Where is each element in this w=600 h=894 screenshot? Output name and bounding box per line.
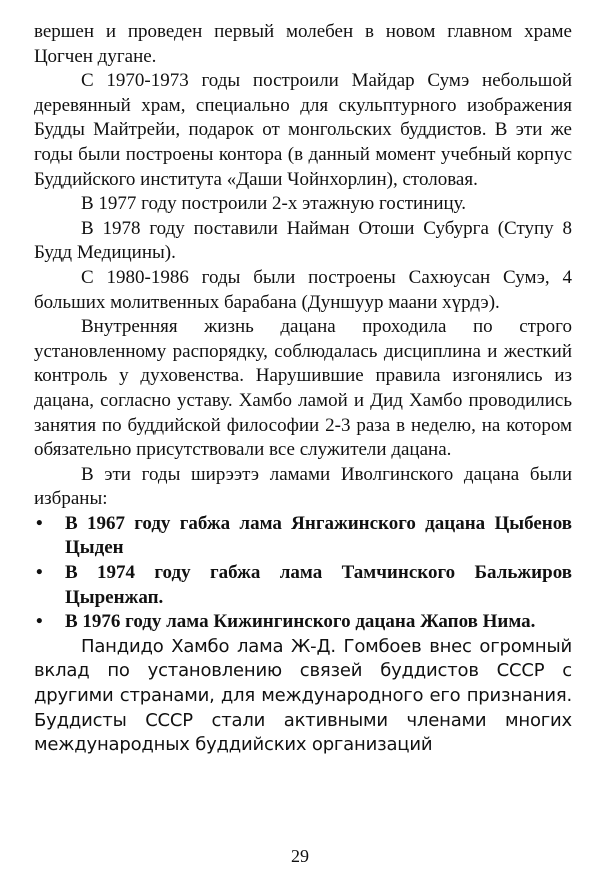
bullet-icon: • [36,562,43,584]
list-item-text: В 1974 году габжа лама Тамчинского Бальжиров Цыренжап. [65,562,572,608]
list-item [34,610,572,635]
paragraph-elected-lamas: В эти годы ширээтэ ламами Иволгинского дацана были избраны: [34,463,572,510]
bullet-icon: • [36,611,43,633]
paragraph-sahyusan-sume: С 1980-1986 годы были построены Сахюусан Сумэ, 4 больших молитвенных барабана (Дуншуур маани хүрдэ). [34,266,572,313]
list-item [34,512,572,561]
paragraph-maidar-sume: С 1970-1973 годы построили Майдар Сумэ небольшой деревянный храм, специально для скульптурного изображения Будды Майтрейи, подарок от монгольских буддистов. В эти же годы были построены контора (в данный момент учебный корпус Буддийского института «Даши Чойнхорлин), столовая. [34,70,572,190]
list-item-text: В 1967 году габжа лама Янгажинского дацана Цыбенов Цыден [65,512,572,559]
list-item-text: В 1976 году лама Кижингинского дацана Жапов Нима. [65,611,536,633]
bullet-icon: • [36,512,43,534]
paragraph-intro: вершен и проведен первый молебен в новом главном храме Цогчен дугане. [34,21,572,67]
paragraph-hotel: В 1977 году построили 2-х этажную гостиницу. [81,193,467,215]
paragraph-inner-life: Внутренняя жизнь дацана проходила по строго установленному распорядку, соблюдалась дисциплина и жесткий контроль у духовенства. Нарушившие правила изгонялись из дацана, согласно уставу. Хамбо ламой и Дид Хамбо проводились занятия по буддийской философии 2-3 раза в неделю, на котором обязательно присутствовали все служители дацана. [34,316,572,461]
paragraph-closing: Пандидо Хамбо лама Ж-Д. Гомбоев внес огромный вклад по установлению связей буддистов СССР с другими странами, для международного его признания. Буддисты СССР стали активными членами многих международных буддийских организаций [34,635,572,756]
page-body [34,20,572,758]
page-number: 29 [291,846,309,866]
list-item [34,561,572,610]
elected-lamas-list [34,512,572,635]
paragraph-suburga: В 1978 году поставили Найман Отоши Субурга (Ступу 8 Будд Медицины). [34,217,572,264]
